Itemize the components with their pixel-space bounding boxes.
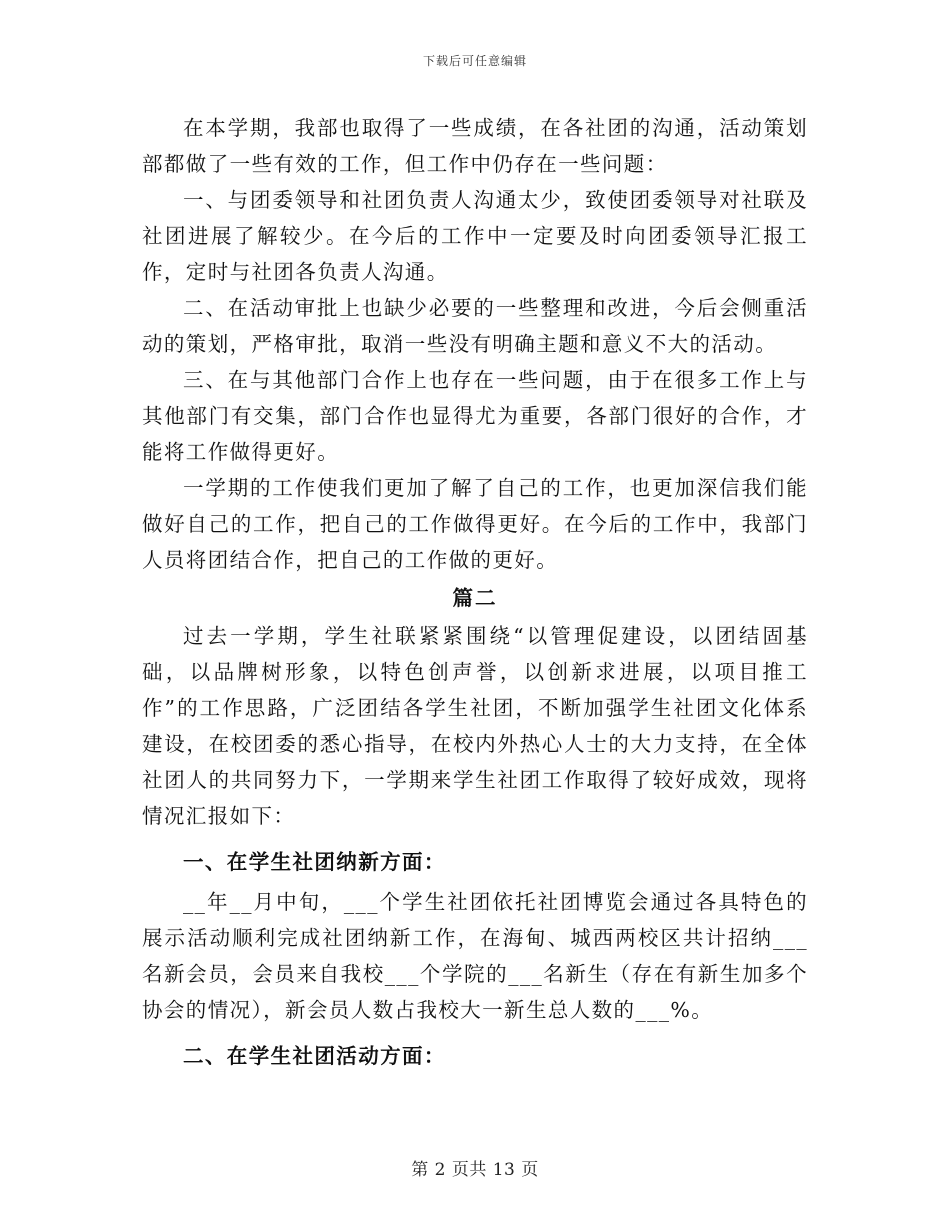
paragraph-intro: 在本学期，我部也取得了一些成绩，在各社团的沟通，活动策划部都做了一些有效的工作，但工作中仍存在一些问题： xyxy=(142,116,808,176)
subheading-activities: 二、在学生社团活动方面： xyxy=(183,1044,446,1068)
paragraph-part2-intro: 过去一学期，学生社联紧紧围绕“以管理促建设，以团结固基础，以品牌树形象，以特色创声誉，以创新求进展，以项目推工作”的工作思路，广泛团结各学生社团，不断加强学生社团文化体系建设，在校团委的悉心指导，在校内外热心人士的大力支持，在全体社团人的共同努力下，一学期来学生社团工作取得了较好成效，现将情况汇报如下： xyxy=(142,624,808,828)
section-title: 篇二 xyxy=(452,586,498,610)
page-header-note: 下载后可任意编辑 xyxy=(422,54,527,68)
document-body xyxy=(142,110,808,1078)
paragraph-issue-3: 三、在与其他部门合作上也存在一些问题，由于在很多工作上与其他部门有交集，部门合作也显得尤为重要，各部门很好的合作，才能将工作做得更好。 xyxy=(142,368,808,464)
paragraph-summary: 一学期的工作使我们更加了解了自己的工作，也更加深信我们能做好自己的工作，把自己的工作做得更好。在今后的工作中，我部门人员将团结合作，把自己的工作做的更好。 xyxy=(142,476,808,572)
paragraph-issue-2: 二、在活动审批上也缺少必要的一些整理和改进，今后会侧重活动的策划，严格审批，取消一些没有明确主题和意义不大的活动。 xyxy=(142,296,808,356)
page-number: 第 2 页共 13 页 xyxy=(411,1160,539,1180)
paragraph-recruitment: __年__月中旬，___个学生社团依托社团博览会通过各具特色的展示活动顺利完成社团纳新工作，在海甸、城西两校区共计招纳___名新会员，会员来自我校___个学院的___名新生（存在有新生加多个协会的情况），新会员人数占我校大一新生总人数的___%。 xyxy=(142,890,808,1022)
subheading-recruitment: 一、在学生社团纳新方面： xyxy=(183,850,446,874)
paragraph-issue-1: 一、与团委领导和社团负责人沟通太少，致使团委领导对社联及社团进展了解较少。在今后的工作中一定要及时向团委领导汇报工作，定时与社团各负责人沟通。 xyxy=(142,188,808,284)
